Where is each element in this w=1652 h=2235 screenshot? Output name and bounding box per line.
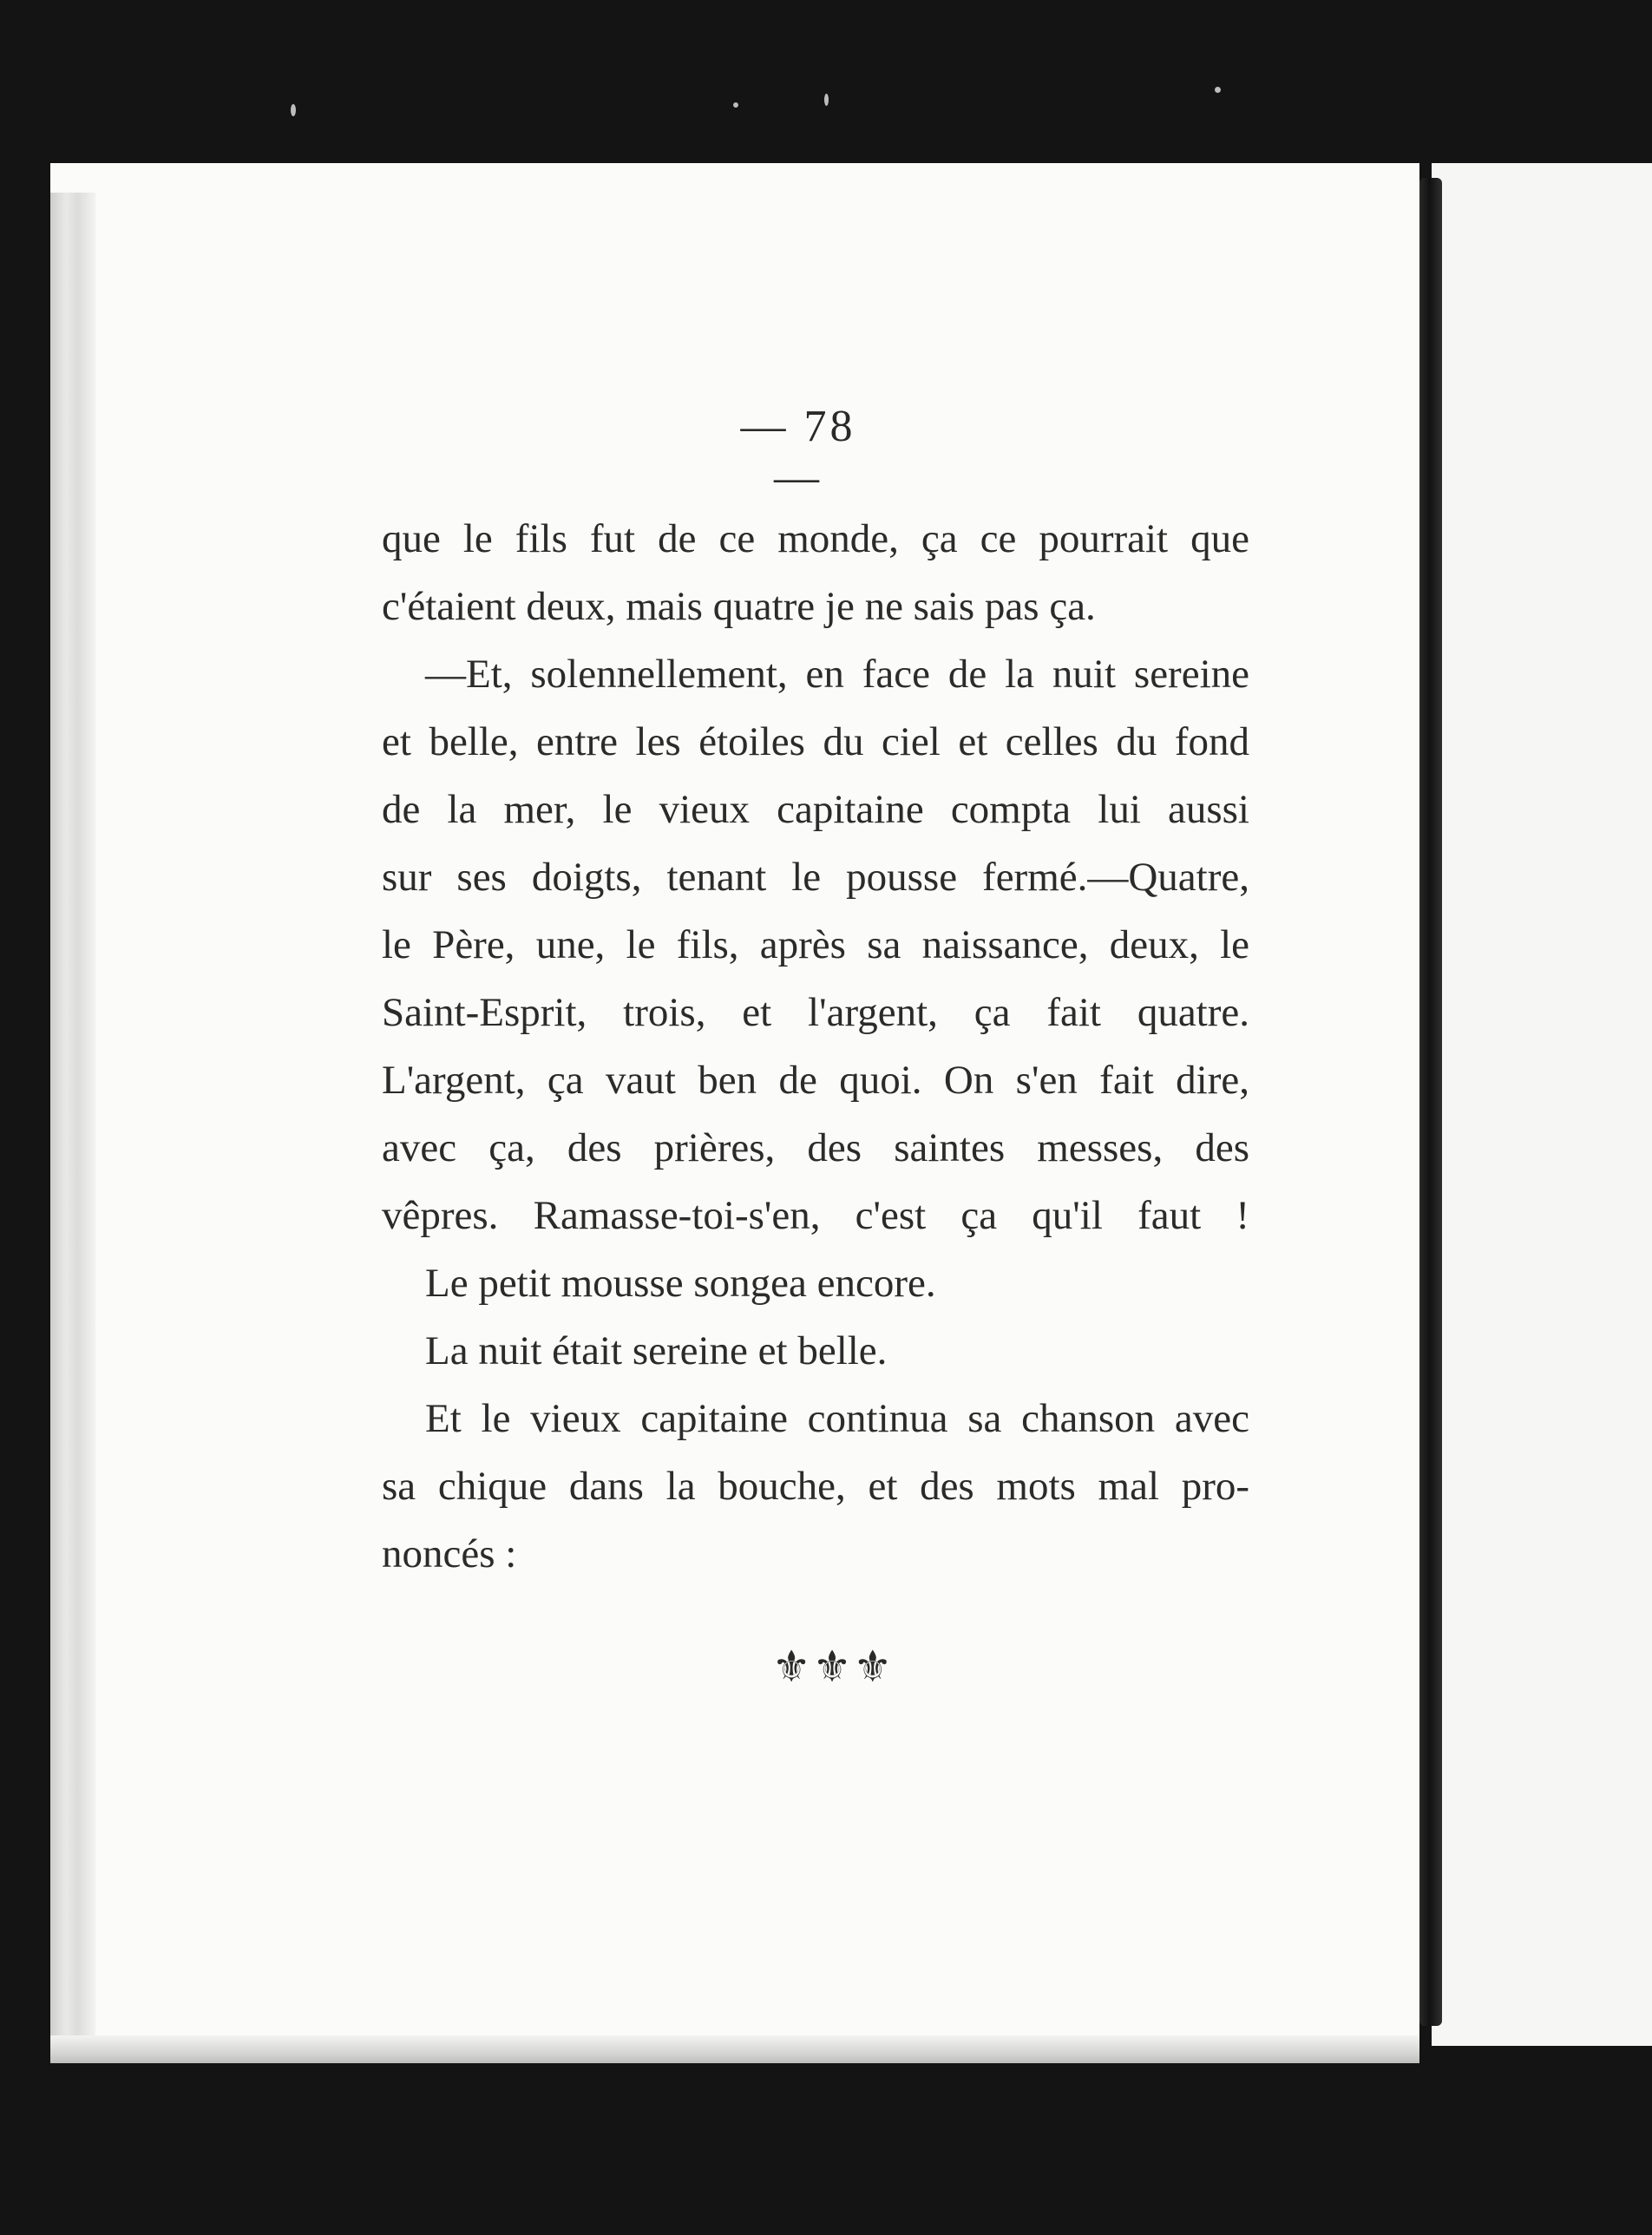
page-number: — 78 — <box>740 402 856 502</box>
scan-speck <box>291 104 296 116</box>
text-line: que le fils fut de ce monde, ça ce pourrait que <box>382 516 1249 561</box>
text-line: noncés : <box>382 1531 517 1576</box>
text-line: Le petit mousse songea encore. <box>425 1261 936 1306</box>
text-line: —Et, solennellement, en face de la nuit sereine <box>425 652 1249 697</box>
fleur-de-lis-ornament: ⚜⚜⚜ <box>771 1642 895 1691</box>
book-gutter <box>1419 178 1442 2026</box>
scan-speck <box>733 102 738 108</box>
text-line: La nuit était sereine et belle. <box>425 1328 888 1373</box>
text-line: et belle, entre les étoiles du ciel et celles du fond <box>382 719 1249 764</box>
text-line: L'argent, ça vaut ben de quoi. On s'en fait dire, <box>382 1058 1249 1103</box>
scan-speck <box>824 94 829 106</box>
text-line: Et le vieux capitaine continua sa chanson avec <box>425 1396 1249 1441</box>
next-page <box>1432 163 1652 2046</box>
text-line: avec ça, des prières, des saintes messes, des <box>382 1125 1249 1170</box>
text-line: sa chique dans la bouche, et des mots mal pro- <box>382 1464 1249 1509</box>
text-line: c'étaient deux, mais quatre je ne sais pas ça. <box>382 584 1096 629</box>
text-line: vêpres. Ramasse-toi-s'en, c'est ça qu'il faut ! <box>382 1193 1249 1238</box>
page-left-edge <box>50 193 95 2058</box>
text-line: sur ses doigts, tenant le pousse fermé.—Quatre, <box>382 855 1249 900</box>
scan-speck <box>1215 87 1221 93</box>
body-text <box>382 505 1249 1588</box>
text-line: Saint-Esprit, trois, et l'argent, ça fait quatre. <box>382 990 1249 1035</box>
text-line: de la mer, le vieux capitaine compta lui aussi <box>382 787 1249 832</box>
page-bottom-edge <box>50 2035 1419 2063</box>
text-line: le Père, une, le fils, après sa naissance, deux, le <box>382 922 1249 967</box>
